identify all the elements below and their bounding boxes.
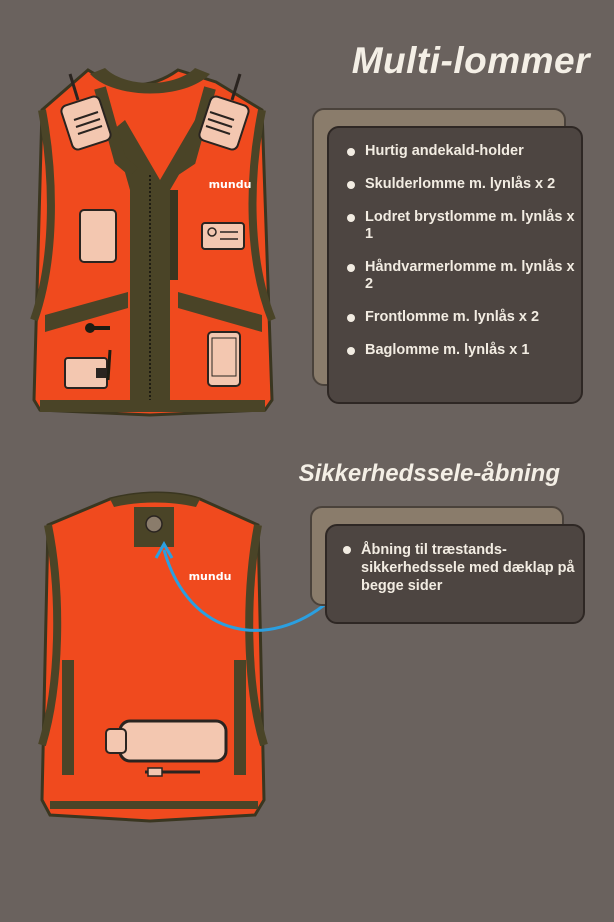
brand-logo-front: mundu <box>208 178 252 191</box>
feature-item: Skulderlomme m. lynlås x 2 <box>345 176 575 193</box>
page-title: Multi-lommer <box>351 40 590 81</box>
feature-item: Frontlomme m. lynlås x 2 <box>345 309 575 326</box>
feature-item: Baglomme m. lynlås x 1 <box>345 342 575 359</box>
harness-card <box>325 524 585 624</box>
brand-logo-back: mundu <box>188 570 232 583</box>
front-vest-illustration <box>0 60 300 500</box>
feature-item: Lodret brystlomme m. lynlås x 1 <box>345 209 575 243</box>
features-card <box>327 126 583 404</box>
feature-item: Håndvarmerlomme m. lynlås x 2 <box>345 259 575 293</box>
feature-list <box>345 143 575 375</box>
harness-section-title: Sikkerhedssele-åbning <box>298 460 560 487</box>
feature-item: Hurtig andekald-holder <box>345 143 575 160</box>
harness-list <box>341 541 577 595</box>
harness-note: Åbning til træstands-sikkerhedssele med dæklap på begge sider <box>341 541 577 595</box>
